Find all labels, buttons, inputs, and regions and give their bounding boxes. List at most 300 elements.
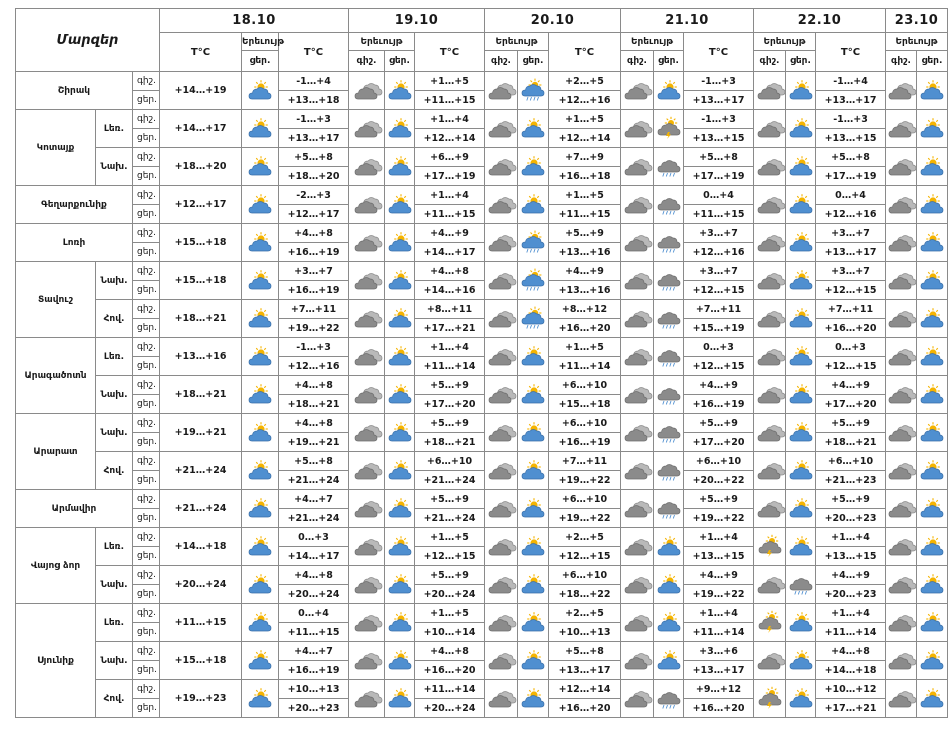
temp-value: +11…+14 (415, 357, 485, 376)
day-weather-icon-cell (654, 338, 684, 376)
time-of-day: գիշ. (133, 642, 160, 661)
weather-icon-cell (242, 110, 279, 148)
temp-value: +4…+8 (279, 414, 349, 433)
cloudy-gray-icon (489, 81, 513, 101)
region-name: Վայոց ձոր (16, 528, 96, 604)
temp-value: +18…+22 (549, 585, 621, 604)
temp-value: +16…+20 (816, 319, 886, 338)
time-of-day: ցեր. (133, 509, 160, 528)
day-weather-icon-cell (654, 414, 684, 452)
night-weather-icon-cell (886, 452, 917, 490)
day-weather-icon-cell (385, 186, 415, 224)
temp-value: +2…+5 (549, 72, 621, 91)
partly-cloudy-icon (920, 233, 944, 253)
subregion-label: Նախ. (96, 566, 133, 604)
weather-icon-cell (242, 72, 279, 110)
weather-icon-cell (242, 376, 279, 414)
subregion-label: Լեռ. (96, 338, 133, 376)
partly-cloudy-icon (248, 651, 272, 671)
cloudy-gray-icon (625, 689, 649, 709)
cloudy-gray-icon (889, 651, 913, 671)
partly-cloudy-icon (248, 119, 272, 139)
day-subheader: ցեր. (242, 51, 279, 72)
region-name: Սյունիք (16, 604, 96, 718)
temp-value: +1…+4 (684, 528, 754, 547)
cloudy-gray-icon (758, 423, 782, 443)
night-weather-icon-cell (886, 566, 917, 604)
forecast-row (16, 110, 948, 129)
night-weather-icon-cell (621, 338, 654, 376)
partly-cloudy-icon (248, 689, 272, 709)
day-weather-icon-cell (654, 376, 684, 414)
day-weather-icon-cell (385, 72, 415, 110)
temp-value: +16…+19 (279, 281, 349, 300)
partly-cloudy-icon (521, 575, 545, 595)
temp-value: +13…+16 (549, 243, 621, 262)
rain-gray-icon (657, 309, 681, 329)
night-weather-icon-cell (349, 148, 385, 186)
temp-value: +1…+5 (415, 72, 485, 91)
temp-value: +12…+14 (415, 129, 485, 148)
day-weather-icon-cell (385, 376, 415, 414)
temp-value: +12…+14 (549, 129, 621, 148)
night-weather-icon-cell (754, 224, 786, 262)
temp-value: +13…+17 (684, 661, 754, 680)
temp-value: +16…+20 (549, 699, 621, 718)
day-weather-icon-cell (786, 186, 816, 224)
night-weather-icon-cell (886, 414, 917, 452)
night-weather-icon-cell (349, 528, 385, 566)
cloudy-gray-icon (625, 233, 649, 253)
night-weather-icon-cell (886, 642, 917, 680)
cloudy-gray-icon (758, 575, 782, 595)
night-weather-icon-cell (485, 300, 518, 338)
night-weather-icon-cell (485, 414, 518, 452)
weather-icon-cell (242, 414, 279, 452)
cloudy-gray-icon (889, 385, 913, 405)
day-weather-icon-cell (917, 376, 948, 414)
time-of-day: ցեր. (133, 243, 160, 262)
night-weather-icon-cell (485, 338, 518, 376)
time-of-day: ցեր. (133, 91, 160, 110)
day-weather-icon-cell (518, 338, 549, 376)
day-weather-icon-cell (518, 566, 549, 604)
night-weather-icon-cell (886, 186, 917, 224)
night-subheader: գիշ. (886, 51, 917, 72)
rain-gray-icon (657, 157, 681, 177)
cloudy-gray-icon (889, 537, 913, 557)
temp-value: +6…+10 (549, 566, 621, 585)
time-of-day: ցեր. (133, 281, 160, 300)
temp-value: +14…+17 (279, 547, 349, 566)
temp-value: -2…+3 (279, 186, 349, 205)
partly-cloudy-icon (388, 81, 412, 101)
cloudy-gray-icon (489, 423, 513, 443)
day-weather-icon-cell (917, 528, 948, 566)
cloudy-gray-icon (889, 119, 913, 139)
temp-value: +5…+9 (816, 490, 886, 509)
cloudy-gray-icon (355, 689, 379, 709)
temp-value: +10…+12 (816, 680, 886, 699)
day-weather-icon-cell (786, 566, 816, 604)
temp-value: +1…+4 (684, 604, 754, 623)
day-weather-icon-cell (654, 604, 684, 642)
cloudy-gray-icon (355, 119, 379, 139)
temp-value: +17…+20 (684, 433, 754, 452)
cloudy-gray-icon (355, 271, 379, 291)
day-weather-icon-cell (518, 110, 549, 148)
temp-value: +3…+7 (279, 262, 349, 281)
forecast-row (16, 604, 948, 623)
temp-value: +7…+11 (279, 300, 349, 319)
day-weather-icon-cell (786, 414, 816, 452)
night-weather-icon-cell (754, 680, 786, 718)
temp-value: +4…+9 (816, 376, 886, 395)
night-weather-icon-cell (754, 338, 786, 376)
day-weather-icon-cell (786, 72, 816, 110)
temp-value: +13…+17 (816, 243, 886, 262)
night-weather-icon-cell (349, 262, 385, 300)
night-weather-icon-cell (886, 72, 917, 110)
temp-value: +1…+5 (549, 186, 621, 205)
temp-value: +8…+11 (415, 300, 485, 319)
partly-cloudy-icon (388, 195, 412, 215)
night-subheader: գիշ. (754, 51, 786, 72)
partly-cloudy-icon (920, 499, 944, 519)
cloudy-gray-icon (355, 461, 379, 481)
night-weather-icon-cell (886, 224, 917, 262)
day-weather-icon-cell (917, 72, 948, 110)
night-weather-icon-cell (754, 186, 786, 224)
day-subheader: ցեր. (786, 51, 816, 72)
temp-value: +6…+10 (415, 452, 485, 471)
night-weather-icon-cell (621, 566, 654, 604)
partly-cloudy-icon (248, 81, 272, 101)
partly-cloudy-icon (657, 81, 681, 101)
night-weather-icon-cell (349, 566, 385, 604)
cloudy-gray-icon (758, 651, 782, 671)
night-weather-icon-cell (886, 148, 917, 186)
night-weather-icon-cell (349, 110, 385, 148)
temp-value: +13…+17 (684, 91, 754, 110)
day-weather-icon-cell (917, 300, 948, 338)
temp-value: -1…+4 (279, 72, 349, 91)
temp-value: +13…+16 (549, 281, 621, 300)
storm-icon (758, 537, 782, 557)
cloudy-gray-icon (625, 81, 649, 101)
temp-value: +17…+20 (415, 395, 485, 414)
temp-value: +11…+14 (816, 623, 886, 642)
temp-value: +12…+14 (549, 680, 621, 699)
cloudy-gray-icon (758, 385, 782, 405)
day-weather-icon-cell (654, 490, 684, 528)
partly-cloudy-icon (789, 651, 813, 671)
temp-value: +4…+9 (684, 566, 754, 585)
cloudy-gray-icon (625, 537, 649, 557)
time-of-day: գիշ. (133, 72, 160, 91)
temp-value: +4…+9 (816, 566, 886, 585)
night-weather-icon-cell (485, 566, 518, 604)
cloudy-gray-icon (489, 613, 513, 633)
cloudy-gray-icon (889, 195, 913, 215)
partly-cloudy-icon (920, 537, 944, 557)
temp-value: +18…+21 (160, 376, 242, 414)
temp-value: +6…+10 (549, 490, 621, 509)
time-of-day: ցեր. (133, 129, 160, 148)
partly-cloudy-icon (789, 309, 813, 329)
night-weather-icon-cell (485, 642, 518, 680)
subregion-label: Հով. (96, 452, 133, 490)
cloudy-gray-icon (889, 689, 913, 709)
temp-value: +5…+9 (415, 490, 485, 509)
temp-value: +5…+8 (549, 642, 621, 661)
temp-value: +3…+7 (684, 262, 754, 281)
night-subheader: գիշ. (485, 51, 518, 72)
night-weather-icon-cell (349, 604, 385, 642)
cloudy-gray-icon (889, 461, 913, 481)
day-weather-icon-cell (518, 300, 549, 338)
time-of-day: ցեր. (133, 585, 160, 604)
partly-cloudy-icon (789, 233, 813, 253)
day-weather-icon-cell (385, 262, 415, 300)
temp-value: +16…+19 (279, 243, 349, 262)
temp-value: +17…+21 (816, 699, 886, 718)
time-of-day: ցեր. (133, 357, 160, 376)
weather-icon-cell (242, 604, 279, 642)
temp-value: +20…+24 (160, 566, 242, 604)
day-weather-icon-cell (786, 148, 816, 186)
partly-cloudy-icon (789, 537, 813, 557)
temp-value: +13…+18 (279, 91, 349, 110)
night-weather-icon-cell (886, 262, 917, 300)
night-weather-icon-cell (485, 262, 518, 300)
temp-value: +5…+9 (684, 490, 754, 509)
forecast-row (16, 566, 948, 585)
subregion-label: Լեռ. (96, 604, 133, 642)
region-name: Արարատ (16, 414, 96, 490)
day-weather-icon-cell (917, 110, 948, 148)
temp-value: +19…+22 (549, 509, 621, 528)
cloudy-gray-icon (355, 537, 379, 557)
night-weather-icon-cell (621, 604, 654, 642)
subregion-label: Նախ. (96, 414, 133, 452)
weather-icon-cell (242, 186, 279, 224)
cloudy-gray-icon (355, 157, 379, 177)
temp-value: +13…+15 (684, 129, 754, 148)
day-weather-icon-cell (385, 604, 415, 642)
temp-value: +20…+23 (279, 699, 349, 718)
cloudy-gray-icon (625, 423, 649, 443)
temp-value: +12…+17 (279, 205, 349, 224)
temp-header: T°C (415, 33, 485, 72)
temp-value: +7…+11 (816, 300, 886, 319)
subregion-label: Լեռ. (96, 110, 133, 148)
partly-cloudy-icon (920, 423, 944, 443)
day-weather-icon-cell (917, 414, 948, 452)
temp-value: +16…+20 (684, 699, 754, 718)
night-weather-icon-cell (621, 72, 654, 110)
night-weather-icon-cell (349, 300, 385, 338)
temp-value: +17…+20 (816, 395, 886, 414)
partly-cloudy-icon (521, 119, 545, 139)
partly-cloudy-icon (521, 157, 545, 177)
day-weather-icon-cell (385, 490, 415, 528)
forecast-row (16, 300, 948, 319)
partly-cloudy-icon (789, 119, 813, 139)
temp-value: +5…+8 (684, 148, 754, 167)
cloudy-gray-icon (758, 81, 782, 101)
time-of-day: գիշ. (133, 110, 160, 129)
temp-value: +5…+9 (816, 414, 886, 433)
partly-cloudy-icon (789, 613, 813, 633)
temp-value: +6…+9 (415, 148, 485, 167)
rain-gray-icon (789, 575, 813, 595)
subregion-label: Հով. (96, 300, 133, 338)
temp-value: +1…+4 (415, 338, 485, 357)
temp-value: +4…+8 (279, 566, 349, 585)
time-of-day: ցեր. (133, 623, 160, 642)
rain-gray-icon (657, 689, 681, 709)
cloudy-gray-icon (355, 195, 379, 215)
partly-cloudy-icon (789, 347, 813, 367)
cloudy-gray-icon (758, 461, 782, 481)
partly-cloudy-icon (521, 195, 545, 215)
cloudy-gray-icon (889, 347, 913, 367)
temp-value: +21…+24 (160, 452, 242, 490)
temp-value: +11…+15 (415, 205, 485, 224)
temp-value: +3…+6 (684, 642, 754, 661)
cloudy-gray-icon (489, 271, 513, 291)
temp-value: +12…+15 (816, 281, 886, 300)
day-weather-icon-cell (385, 566, 415, 604)
day-weather-icon-cell (917, 642, 948, 680)
night-weather-icon-cell (621, 528, 654, 566)
cloudy-gray-icon (489, 651, 513, 671)
rain-gray-icon (657, 499, 681, 519)
temp-value: +5…+9 (415, 376, 485, 395)
temp-value: 0…+3 (816, 338, 886, 357)
day-weather-icon-cell (518, 186, 549, 224)
subregion-label: Նախ. (96, 148, 133, 186)
day-weather-icon-cell (518, 490, 549, 528)
temp-value: +16…+20 (415, 661, 485, 680)
night-weather-icon-cell (485, 452, 518, 490)
cloudy-gray-icon (758, 119, 782, 139)
day-weather-icon-cell (654, 566, 684, 604)
partly-cloudy-icon (789, 385, 813, 405)
cloudy-gray-icon (489, 157, 513, 177)
time-of-day: ցեր. (133, 205, 160, 224)
temp-value: +12…+16 (279, 357, 349, 376)
cloudy-gray-icon (625, 613, 649, 633)
night-weather-icon-cell (349, 452, 385, 490)
rain-gray-icon (657, 347, 681, 367)
partly-cloudy-icon (920, 195, 944, 215)
temp-value: +6…+10 (549, 414, 621, 433)
cloudy-gray-icon (355, 81, 379, 101)
night-weather-icon-cell (754, 376, 786, 414)
forecast-row (16, 338, 948, 357)
cloudy-gray-icon (625, 347, 649, 367)
temp-value: +1…+5 (549, 110, 621, 129)
weather-icon-cell (242, 262, 279, 300)
night-weather-icon-cell (754, 110, 786, 148)
temp-value: +15…+18 (160, 262, 242, 300)
partly-cloudy-icon (521, 613, 545, 633)
temp-value: +15…+18 (549, 395, 621, 414)
night-weather-icon-cell (349, 224, 385, 262)
temp-value: +11…+14 (549, 357, 621, 376)
cloudy-gray-icon (355, 575, 379, 595)
day-weather-icon-cell (654, 72, 684, 110)
forecast-table (15, 8, 948, 718)
partly-cloudy-icon (657, 537, 681, 557)
temp-value: +14…+17 (160, 110, 242, 148)
temp-value: 0…+3 (279, 528, 349, 547)
region-name: Գեղարքունիք (16, 186, 133, 224)
temp-value: +11…+15 (684, 205, 754, 224)
partly-cloudy-icon (388, 385, 412, 405)
night-weather-icon-cell (485, 186, 518, 224)
time-of-day: ցեր. (133, 319, 160, 338)
partly-cloudy-icon (248, 271, 272, 291)
temp-value: +16…+19 (684, 395, 754, 414)
temp-value: +19…+22 (549, 471, 621, 490)
night-weather-icon-cell (886, 490, 917, 528)
temp-value: +1…+5 (415, 528, 485, 547)
temp-value: +20…+24 (415, 699, 485, 718)
partly-cloudy-icon (521, 423, 545, 443)
temp-value: +13…+15 (684, 547, 754, 566)
day-weather-icon-cell (385, 680, 415, 718)
time-of-day: գիշ. (133, 148, 160, 167)
cloudy-gray-icon (758, 233, 782, 253)
temp-value: -1…+4 (816, 72, 886, 91)
temp-value: -1…+3 (279, 110, 349, 129)
day-weather-icon-cell (917, 490, 948, 528)
subregion-label: Նախ. (96, 262, 133, 300)
temp-value: +20…+23 (816, 585, 886, 604)
temp-value: +21…+23 (816, 471, 886, 490)
partly-cloudy-icon (388, 499, 412, 519)
temp-value: +13…+17 (279, 129, 349, 148)
temp-value: +1…+5 (415, 604, 485, 623)
date-header: 20.10 (485, 9, 621, 33)
temp-header: T°C (160, 33, 242, 72)
night-weather-icon-cell (754, 566, 786, 604)
partly-cloudy-icon (521, 537, 545, 557)
cloudy-gray-icon (758, 195, 782, 215)
forecast-row (16, 148, 948, 167)
time-of-day: գիշ. (133, 186, 160, 205)
partly-cloudy-icon (388, 119, 412, 139)
day-weather-icon-cell (917, 186, 948, 224)
cloudy-gray-icon (489, 119, 513, 139)
day-weather-icon-cell (786, 642, 816, 680)
cloudy-gray-icon (489, 537, 513, 557)
temp-header: T°C (549, 33, 621, 72)
weather-icon-cell (242, 528, 279, 566)
temp-value: 0…+4 (684, 186, 754, 205)
temp-value: 0…+4 (279, 604, 349, 623)
night-weather-icon-cell (349, 414, 385, 452)
night-weather-icon-cell (754, 490, 786, 528)
night-weather-icon-cell (754, 452, 786, 490)
rain-sun-icon (521, 81, 545, 101)
night-weather-icon-cell (349, 376, 385, 414)
temp-value: +16…+19 (279, 661, 349, 680)
time-of-day: գիշ. (133, 680, 160, 699)
